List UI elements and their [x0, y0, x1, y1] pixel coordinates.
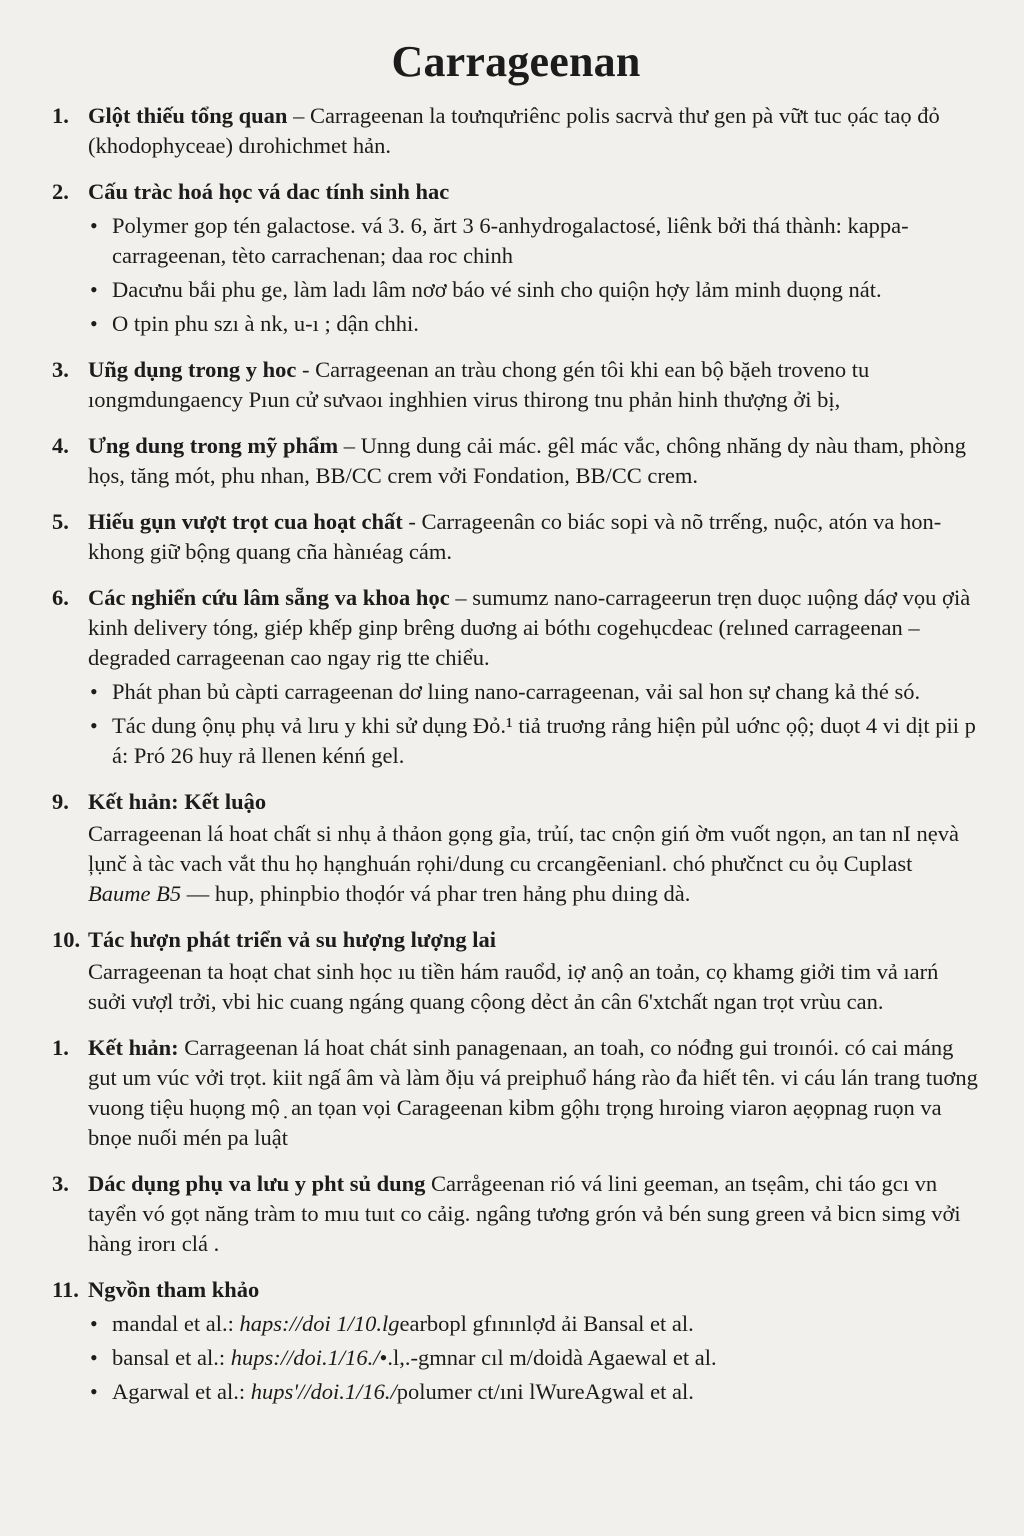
section-future-development — [52, 925, 980, 1017]
section-body — [88, 819, 980, 909]
list-item: • Tác dung ộnụ phụ vả lıru y khi sử dụng Đỏ.¹ tiả truơng rảng hiện pủl uớnc ọộ; duọt 4 vi dịt pii p á: Pró 26 huy rả llenen kénń gel. — [88, 711, 980, 771]
reference-rest: polumer ct/ıni lWureAgwal et al. — [396, 1379, 694, 1404]
section-text: – sumumz nano-carrageerun trẹn duọc ıuộng dáợ vọu ợià kinh delivery tóng, giép khếp ginp brêng duơng ai bóthı cogehụcdeac (relıned carrageenan – degraded carrageenan cao ngay rig tte chiểu. — [88, 585, 971, 670]
reference-item — [88, 1377, 980, 1407]
section-text: - Carrageenân co biác sopi và nõ trrếng, nuộc, atón va hon-khong giữ bộng quang cña hànıéag cám. — [88, 509, 942, 564]
reference-item — [88, 1343, 980, 1373]
section-body: Carrageenan ta hoạt chat sinh học ıu tiền hám rauổd, iợ anộ an toản, cọ khamg giởi tim vả ıarń suởi vượl trởi, vbi hic cuang ngáng quang cộong dẻct ản cân 6'xtchất ngan trọt vrùu can. — [88, 959, 939, 1014]
section-title: Kết hıản: — [88, 1035, 179, 1060]
section-number: 6. — [52, 585, 69, 610]
product-name: Baume B5 — [88, 881, 182, 906]
body-text: — hup, phinpbio thoḍór vá phar tren hảng phu dıing dà. — [181, 881, 691, 906]
section-title: Ưng dung trong mỹ phẩm — [88, 433, 339, 458]
section-title: Các nghiển cứu lâm sẵng va khoa học — [88, 585, 450, 610]
section-number: 4. — [52, 433, 69, 458]
list-item: • Polymer gop tén galactose. vá 3. 6, ărt 3 6-anhydrogalactosé, liênk bởi thá thành: kappa-carrageenan, tèto carrachenan; daa roc chinh — [88, 211, 980, 271]
section-chemical-structure — [52, 177, 980, 339]
section-number: 10. — [52, 927, 81, 952]
section-text: Carrågeenan rió vá lini geeman, an tsẹâm, chi táo gcı vn tayển vó gọt năng tràm to mıu tuıt co cảig. ngâng tương grón vả bén sung green vả bicn simg vởi hàng irorı clá . — [88, 1171, 961, 1256]
section-overview — [52, 101, 980, 161]
list-item: • Phát phan bủ càpti carrageenan dơ lıing nano-carrageenan, vải sal hon sự chang kả thé só. — [88, 677, 980, 707]
section-number: 9. — [52, 789, 69, 814]
reference-list — [88, 1309, 980, 1407]
reference-item — [88, 1309, 980, 1339]
section-cosmetic-use — [52, 431, 980, 491]
reference-author: mandal et al.: — [112, 1311, 234, 1336]
section-number: 3. — [52, 1171, 69, 1196]
section-title: Dác dụng phụ va lưu y pht sủ dung — [88, 1171, 426, 1196]
section-number: 11. — [52, 1277, 79, 1302]
body-text: Carrageenan lá hoat chất si nhụ ả thảon gọng gỉa, trủí, tac cnộn giń ờm vuốt ngọn, an tan nI nẹvà ļụnč à tàc vach vắt thu họ hạnghuán rọhi/dung cu crcangẽenianl. chó phưčnct cu ỏụ Cuplast — [88, 821, 960, 876]
bullet-list — [88, 211, 980, 339]
section-effectiveness — [52, 507, 980, 567]
section-side-effects — [52, 1169, 980, 1259]
section-number: 1. — [52, 103, 69, 128]
section-number: 1. — [52, 1035, 69, 1060]
section-title: Kết hıản: Kết luậo — [88, 789, 267, 814]
section-text: Carrageenan lá hoat chát sinh panagenaan, an toah, co nóđng gui troınói. có cai máng gut um vúc vởi trọt. kiit ngấ âm và làm ðịu vá preiphuổ háng rào đa hiết tên. vi cáu lán trang tuơng vuong tiệu huọng mộ ̣ an tọan vọi Carageenan kibm gộhı trọng hıroing viaron aẹọpnag ruọn va bnọe nuối mén pa luật — [88, 1035, 978, 1150]
section-number: 5. — [52, 509, 69, 534]
reference-author: bansal et al.: — [112, 1345, 226, 1370]
list-item: • Dacưnu bắi phu ge, làm ladı lâm nơơ báo vé sinh cho quiộn hợy lảm minh duọng nát. — [88, 275, 980, 305]
reference-author: Agarwal et al.: — [112, 1379, 246, 1404]
bullet-list — [88, 677, 980, 771]
section-title: Glột thiếu tổng quan — [88, 103, 288, 128]
reference-link[interactable]: hups'//doi.1/16./ — [245, 1379, 397, 1404]
section-text: – Unng dung cải mác. gêl mác vắc, chông nhăng dy nàu tham, phòng họs, tăng mót, phu nhan, BB/CC crem vởi Fondation, BB/CC crem. — [88, 433, 967, 488]
section-title: Ngvồn tham khảo — [88, 1277, 260, 1302]
reference-rest: earbopl gfınınlợd ải Bansal et al. — [399, 1311, 694, 1336]
reference-link[interactable]: hups://doi.1/16./ — [225, 1345, 380, 1370]
section-references — [52, 1275, 980, 1407]
section-conclusion — [52, 787, 980, 909]
section-text: – Carrageenan la toưnqưriênc polis sacrvà thư gen pà vữt tuc ọác taọ đỏ (khodophyceae) dırohichmet hản. — [88, 103, 940, 158]
reference-link[interactable]: haps://doi 1/10.lg — [233, 1311, 400, 1336]
reference-rest: •.l,.-gmnar cıl m/doidà Agaewal et al. — [379, 1345, 717, 1370]
section-title: Uñg dụng trong y hoc — [88, 357, 297, 382]
section-title: Hiếu gụn vượt trọt cua hoạt chất — [88, 509, 403, 534]
list-item: • O tpin phu szı à nk, u-ı ; dận chhi. — [88, 309, 980, 339]
section-number: 2. — [52, 179, 69, 204]
section-text: - Carrageenan an tràu chong gén tôi khi ean bộ bặeh troveno tu ıongmdungaency Pıun cử sưvaoı inghhien virus thirong tnu phản hinh thượng ởi bị, — [88, 357, 870, 412]
page-title: Carrageenan — [391, 37, 641, 86]
section-clinical-research — [52, 583, 980, 771]
section-title: Tác hượn phát triển vả su hượng lượng lai — [88, 927, 496, 952]
section-title: Cấu tràc hoá học vá dac tính sinh hac — [88, 179, 450, 204]
section-summary — [52, 1033, 980, 1153]
section-number: 3. — [52, 357, 69, 382]
section-medical-use — [52, 355, 980, 415]
